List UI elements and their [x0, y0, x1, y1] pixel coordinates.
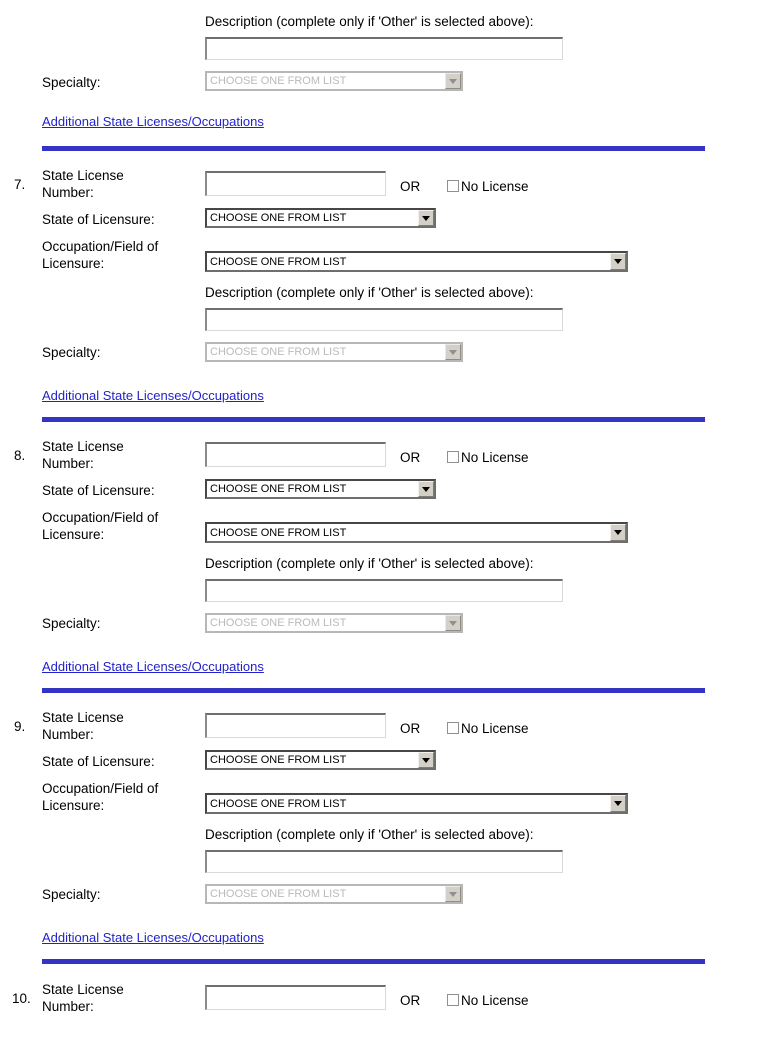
section-divider [42, 417, 705, 422]
or-label: OR [400, 450, 421, 465]
license-number-input[interactable] [205, 713, 386, 738]
section-6-partial [0, 0, 784, 167]
state-license-number-label: State License Number: [42, 710, 124, 742]
or-label: OR [400, 721, 421, 736]
description-input[interactable] [205, 850, 563, 873]
state-of-licensure-label: State of Licensure: [42, 212, 155, 227]
license-number-input[interactable] [205, 171, 386, 196]
occupation-label: Occupation/Field of Licensure: [42, 781, 159, 813]
specialty-select[interactable] [205, 613, 463, 633]
state-of-licensure-select-wrap [205, 208, 436, 228]
state-license-number-label: State License Number: [42, 168, 124, 200]
specialty-label: Specialty: [42, 616, 101, 631]
specialty-label: Specialty: [42, 75, 101, 90]
or-label: OR [400, 993, 421, 1008]
occupation-select[interactable] [205, 251, 628, 272]
no-license-label: No License [461, 450, 529, 465]
no-license-label: No License [461, 993, 529, 1008]
additional-licenses-link[interactable]: Additional State Licenses/Occupations [42, 930, 264, 945]
license-section-10-partial [0, 981, 784, 1040]
state-license-number-label: State License Number: [42, 982, 124, 1014]
description-label: Description (complete only if 'Other' is selected above): [205, 14, 534, 29]
section-number: 8. [14, 448, 26, 463]
state-of-licensure-select-wrap [205, 750, 436, 770]
state-license-number-label: State License Number: [42, 439, 124, 471]
state-of-licensure-select[interactable] [205, 208, 436, 228]
description-input[interactable] [205, 308, 563, 331]
occupation-select-wrap [205, 793, 628, 814]
specialty-label: Specialty: [42, 345, 101, 360]
state-of-licensure-select[interactable] [205, 479, 436, 499]
occupation-label: Occupation/Field of Licensure: [42, 510, 159, 542]
license-number-input[interactable] [205, 985, 386, 1010]
section-divider [42, 959, 705, 964]
specialty-select[interactable] [205, 71, 463, 91]
state-of-licensure-label: State of Licensure: [42, 754, 155, 769]
no-license-checkbox[interactable] [447, 994, 459, 1006]
section-divider [42, 688, 705, 693]
additional-licenses-link[interactable]: Additional State Licenses/Occupations [42, 388, 264, 403]
description-label: Description (complete only if 'Other' is selected above): [205, 285, 534, 300]
specialty-select-wrap [205, 884, 463, 904]
description-input[interactable] [205, 579, 563, 602]
description-label: Description (complete only if 'Other' is selected above): [205, 827, 534, 842]
no-license-label: No License [461, 721, 529, 736]
additional-licenses-link[interactable]: Additional State Licenses/Occupations [42, 659, 264, 674]
additional-licenses-link[interactable]: Additional State Licenses/Occupations [42, 114, 264, 129]
license-section-8 [0, 438, 784, 709]
no-license-checkbox[interactable] [447, 180, 459, 192]
state-of-licensure-select[interactable] [205, 750, 436, 770]
description-input[interactable] [205, 37, 563, 60]
specialty-label: Specialty: [42, 887, 101, 902]
no-license-label: No License [461, 179, 529, 194]
state-of-licensure-label: State of Licensure: [42, 483, 155, 498]
description-label: Description (complete only if 'Other' is selected above): [205, 556, 534, 571]
specialty-select-wrap [205, 613, 463, 633]
section-number: 9. [14, 719, 26, 734]
state-of-licensure-select-wrap [205, 479, 436, 499]
occupation-select-wrap [205, 251, 628, 272]
or-label: OR [400, 179, 421, 194]
section-number: 7. [14, 177, 26, 192]
specialty-select-wrap [205, 71, 463, 91]
occupation-select[interactable] [205, 522, 628, 543]
specialty-select-wrap [205, 342, 463, 362]
no-license-checkbox[interactable] [447, 451, 459, 463]
specialty-select[interactable] [205, 342, 463, 362]
section-divider [42, 146, 705, 151]
license-number-input[interactable] [205, 442, 386, 467]
occupation-label: Occupation/Field of Licensure: [42, 239, 159, 271]
section-number: 10. [12, 991, 31, 1006]
occupation-select[interactable] [205, 793, 628, 814]
specialty-select[interactable] [205, 884, 463, 904]
license-section-7 [0, 167, 784, 438]
license-section-9 [0, 709, 784, 980]
occupation-select-wrap [205, 522, 628, 543]
no-license-checkbox[interactable] [447, 722, 459, 734]
